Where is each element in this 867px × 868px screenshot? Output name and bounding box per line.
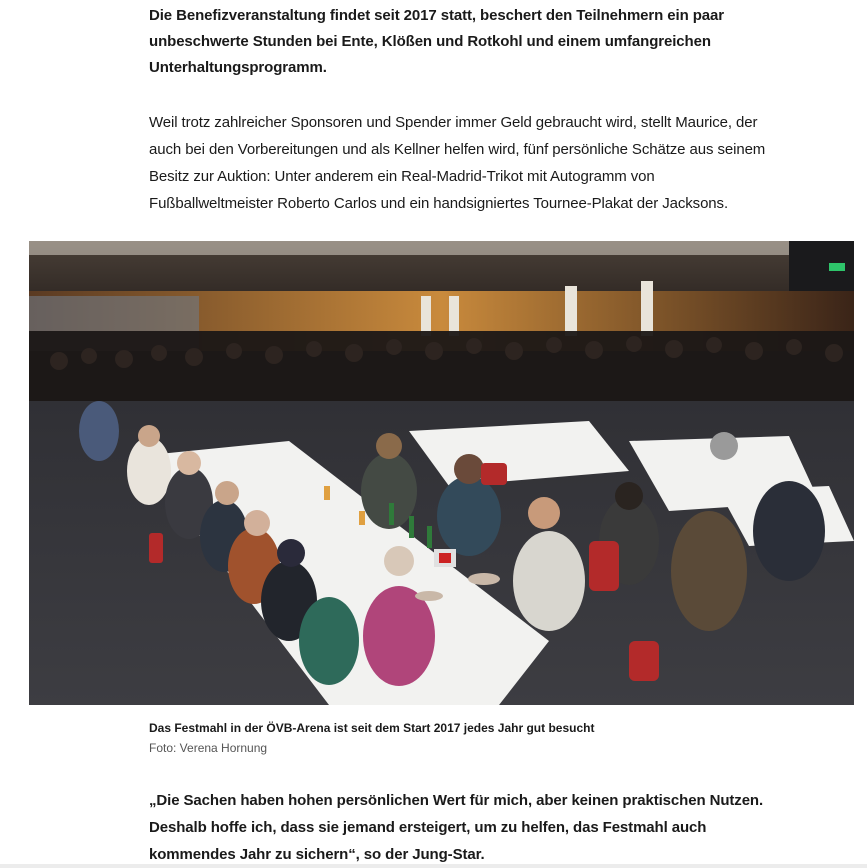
article-lead-paragraph: Die Benefizveranstaltung findet seit 2017 statt, beschert den Teilnehmern ein paar unbeschwerte Stunden bei Ente, Klößen und Rotkohl und einem umfangreichen Unterhaltungsprogramm.	[149, 7, 725, 76]
article-body-paragraph: Weil trotz zahlreicher Sponsoren und Spender immer Geld gebraucht wird, stellt Maurice, der auch bei den Vorbereitungen und als Kellner helfen wird, fünf persönliche Schätze aus seinem Besitz zur Auktion: Unter anderem ein Real-Madrid-Trikot mit Autogramm von Fußballweltmeister Roberto Carlos und ein handsigniertes Tournee-Plakat der Jacksons.	[149, 114, 766, 212]
ceiling-beam	[29, 241, 854, 255]
event-photo-illustration	[29, 241, 854, 705]
crowd-background	[29, 331, 854, 401]
image-credit: Foto: Verena Hornung	[149, 741, 268, 755]
event-photo[interactable]	[29, 241, 854, 705]
article-quote-paragraph: „Die Sachen haben hohen persönlichen Wert für mich, aber keinen praktischen Nutzen. Deshalb hoffe ich, dass sie jemand ersteigert, um zu helfen, das Festmahl auch kommendes Jahr zu sichern“, so der Jung-Star.	[149, 792, 764, 863]
exit-sign	[829, 263, 845, 271]
bottom-divider	[0, 864, 867, 868]
image-caption: Das Festmahl in der ÖVB-Arena ist seit dem Start 2017 jedes Jahr gut besucht	[149, 721, 595, 735]
